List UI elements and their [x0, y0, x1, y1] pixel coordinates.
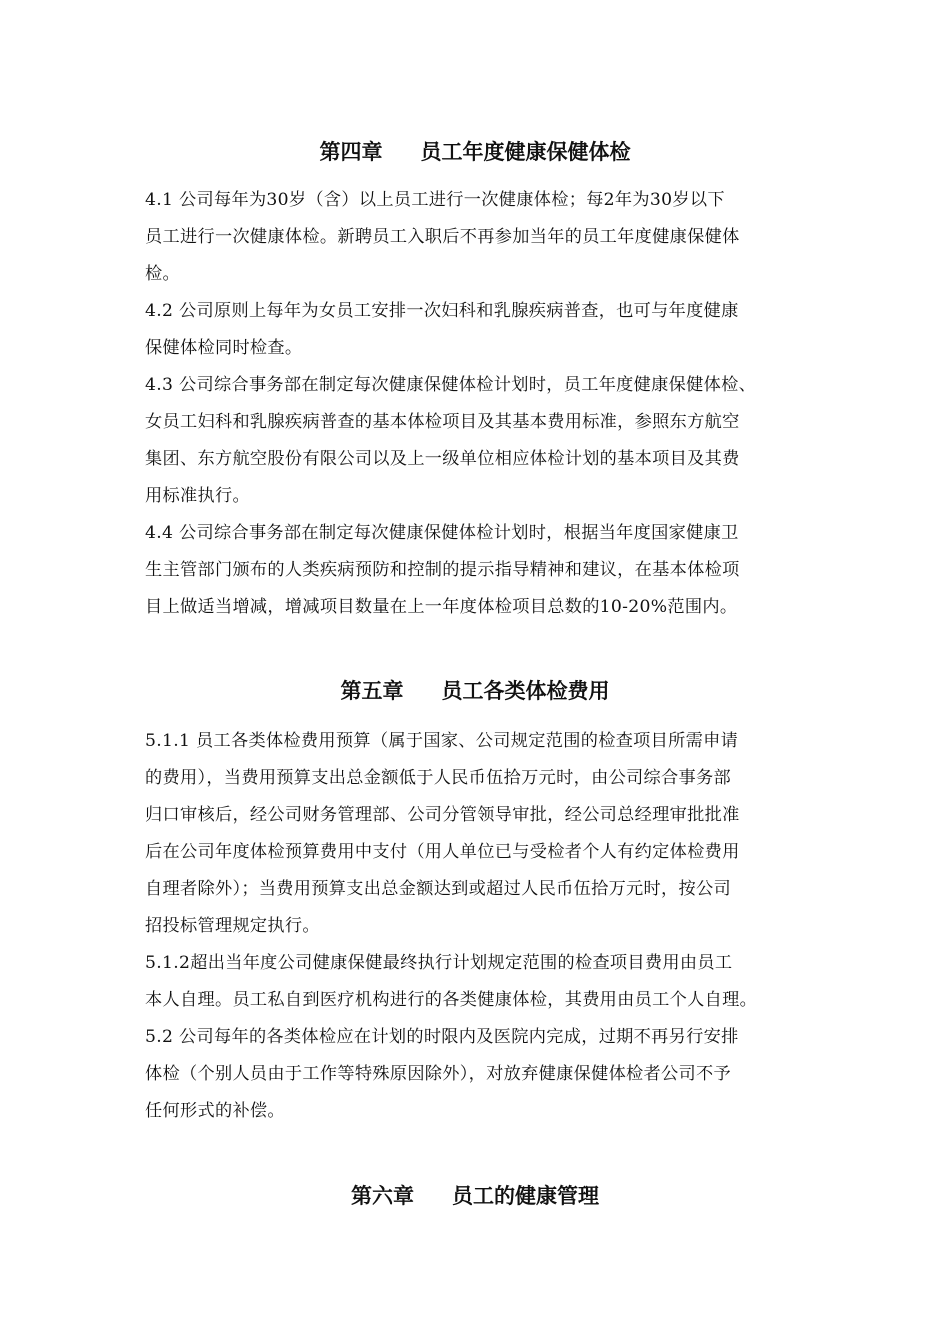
- text-line: 的费用），当费用预算支出总金额低于人民币伍拾万元时，由公司综合事务部: [145, 768, 731, 788]
- text-line: 体检（个别人员由于工作等特殊原因除外），对放弃健康保健体检者公司不予: [145, 1064, 731, 1084]
- text-line: 后在公司年度体检预算费用中支付（用人单位已与受检者个人有约定体检费用: [145, 842, 740, 862]
- text-line: 5.2 公司每年的各类体检应在计划的时限内及医院内完成，过期不再另行安排: [145, 1027, 739, 1047]
- section-4-2: [145, 293, 810, 367]
- section-4-4: [145, 515, 810, 626]
- chapter-6-heading: [0, 1181, 950, 1211]
- chapter-number: 第四章: [319, 140, 383, 164]
- text-line: 检。: [145, 264, 180, 284]
- text-line: 4.4 公司综合事务部在制定每次健康保健体检计划时，根据当年度国家健康卫: [145, 523, 739, 543]
- chapter-number: 第五章: [340, 679, 404, 703]
- text-line: 任何形式的补偿。: [145, 1101, 285, 1121]
- chapter-4-heading: [0, 137, 950, 167]
- text-line: 4.1 公司每年为30岁（含）以上员工进行一次健康体检；每2年为30岁以下: [145, 190, 725, 210]
- text-line: 目上做适当增减，增减项目数量在上一年度体检项目总数的10-20%范围内。: [145, 597, 738, 617]
- text-line: 5.1.1 员工各类体检费用预算（属于国家、公司规定范围的检查项目所需申请: [145, 731, 739, 751]
- text-line: 本人自理。员工私自到医疗机构进行的各类健康体检，其费用由员工个人自理。: [145, 990, 758, 1010]
- text-line: 自理者除外）；当费用预算支出总金额达到或超过人民币伍拾万元时，按公司: [145, 879, 731, 899]
- chapter-title: 员工各类体检费用: [441, 679, 610, 703]
- text-line: 4.2 公司原则上每年为女员工安排一次妇科和乳腺疾病普查，也可与年度健康: [145, 301, 739, 321]
- section-4-1: [145, 182, 810, 293]
- text-line: 生主管部门颁布的人类疾病预防和控制的提示指导精神和建议，在基本体检项: [145, 560, 740, 580]
- text-line: 集团、东方航空股份有限公司以及上一级单位相应体检计划的基本项目及其费: [145, 449, 740, 469]
- text-line: 招投标管理规定执行。: [145, 916, 320, 936]
- chapter-5-heading: [0, 676, 950, 706]
- text-line: 女员工妇科和乳腺疾病普查的基本体检项目及其基本费用标准，参照东方航空: [145, 412, 740, 432]
- text-line: 4.3 公司综合事务部在制定每次健康保健体检计划时，员工年度健康保健体检、: [145, 375, 757, 395]
- text-line: 保健体检同时检查。: [145, 338, 303, 358]
- text-line: 员工进行一次健康体检。新聘员工入职后不再参加当年的员工年度健康保健体: [145, 227, 740, 247]
- chapter-number: 第六章: [351, 1184, 414, 1208]
- chapter-title: 员工年度健康保健体检: [420, 140, 631, 164]
- section-5-1-1: [145, 723, 810, 945]
- section-4-3: [145, 367, 810, 515]
- text-line: 归口审核后，经公司财务管理部、公司分管领导审批，经公司总经理审批批准: [145, 805, 740, 825]
- section-5-2: [145, 1019, 810, 1130]
- text-line: 5.1.2超出当年度公司健康保健最终执行计划规定范围的检查项目费用由员工: [145, 953, 733, 973]
- chapter-title: 员工的健康管理: [452, 1184, 599, 1208]
- text-line: 用标准执行。: [145, 486, 250, 506]
- section-5-1-2: [145, 945, 810, 1019]
